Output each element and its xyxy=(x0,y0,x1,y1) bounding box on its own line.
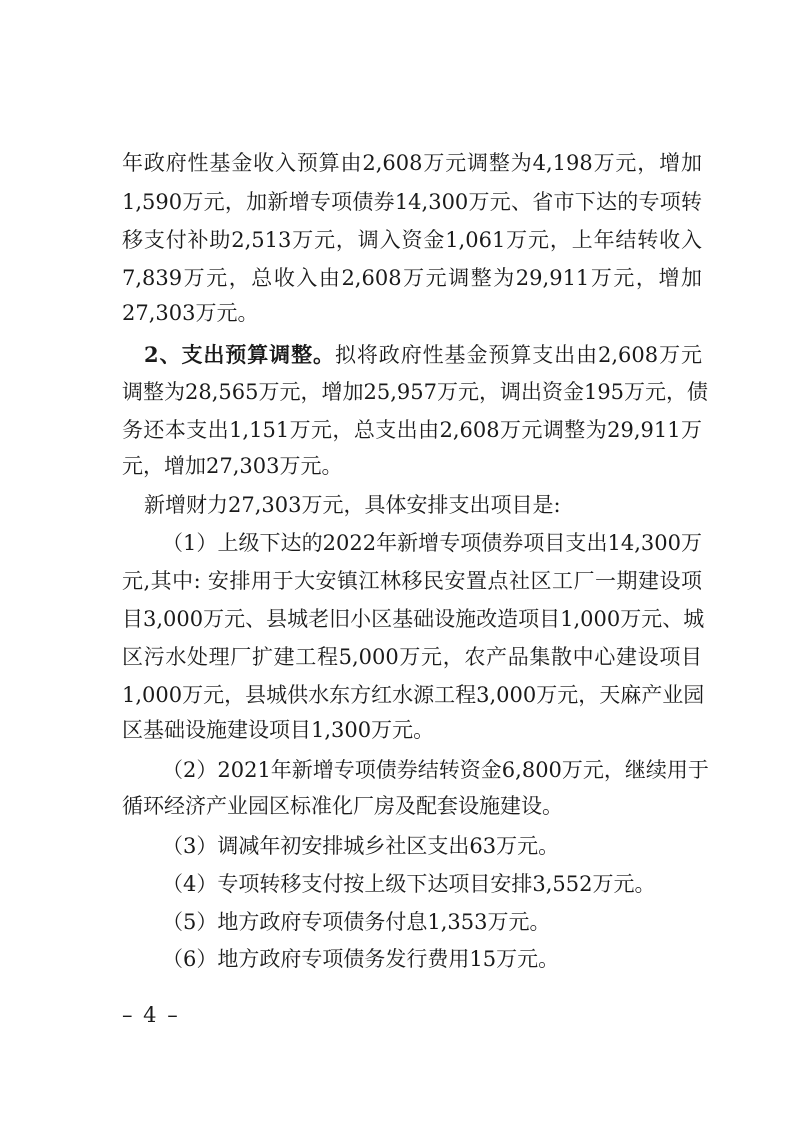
section-heading-line xyxy=(144,340,702,370)
paragraph-line: 循环经济产业园区标准化厂房及配套设施建设。 xyxy=(122,794,563,818)
paragraph-line: 7,839万元，总收入由2,608万元调整为29,911万元，增加 xyxy=(122,266,702,290)
paragraph-line: 调整为28,565万元，增加25,957万元，调出资金195万元，债 xyxy=(122,380,709,404)
paragraph-line: 务还本支出1,151万元，总支出由2,608万元调整为29,911万 xyxy=(122,418,702,442)
paragraph-line: 元，增加27,303万元。 xyxy=(122,454,343,478)
paragraph-line: 元,其中: 安排用于大安镇江林移民安置点社区工厂一期建设项 xyxy=(122,569,702,593)
page-number: – 4 – xyxy=(122,1003,180,1027)
list-item-line: （4）专项转移支付按上级下达项目安排3,552万元。 xyxy=(162,872,656,896)
list-item-line: （2）2021年新增专项债券结转资金6,800万元，继续用于 xyxy=(162,758,709,782)
list-item-line: （6）地方政府专项债务发行费用15万元。 xyxy=(162,947,560,971)
heading-paragraph-text: 拟将政府性基金预算支出由2,608万元 xyxy=(334,343,702,367)
paragraph-line: 区基础设施建设项目1,300万元。 xyxy=(122,718,435,742)
list-item-line: （1）上级下达的2022年新增专项债券项目支出14,300万 xyxy=(162,531,702,555)
paragraph-line: 新增财力27,303万元，具体安排支出项目是: xyxy=(144,493,561,517)
list-item-line: （5）地方政府专项债务付息1,353万元。 xyxy=(162,910,551,934)
paragraph-line: 1,590万元，加新增专项债券14,300万元、省市下达的专项转 xyxy=(122,190,702,214)
paragraph-line: 年政府性基金收入预算由2,608万元调整为4,198万元，增加 xyxy=(122,151,702,175)
paragraph-line: 目3,000万元、县城老旧小区基础设施改造项目1,000万元、城 xyxy=(122,607,705,631)
list-item-line: （3）调减年初安排城乡社区支出63万元。 xyxy=(162,834,560,858)
paragraph-line: 移支付补助2,513万元，调入资金1,061万元，上年结转收入 xyxy=(122,228,702,252)
section-heading: 2、支出预算调整。 xyxy=(144,342,335,367)
paragraph-line: 1,000万元，县城供水东方红水源工程3,000万元，天麻产业园 xyxy=(122,683,705,707)
paragraph-line: 区污水处理厂扩建工程5,000万元，农产品集散中心建设项目 xyxy=(122,645,702,669)
paragraph-line: 27,303万元。 xyxy=(122,301,259,325)
